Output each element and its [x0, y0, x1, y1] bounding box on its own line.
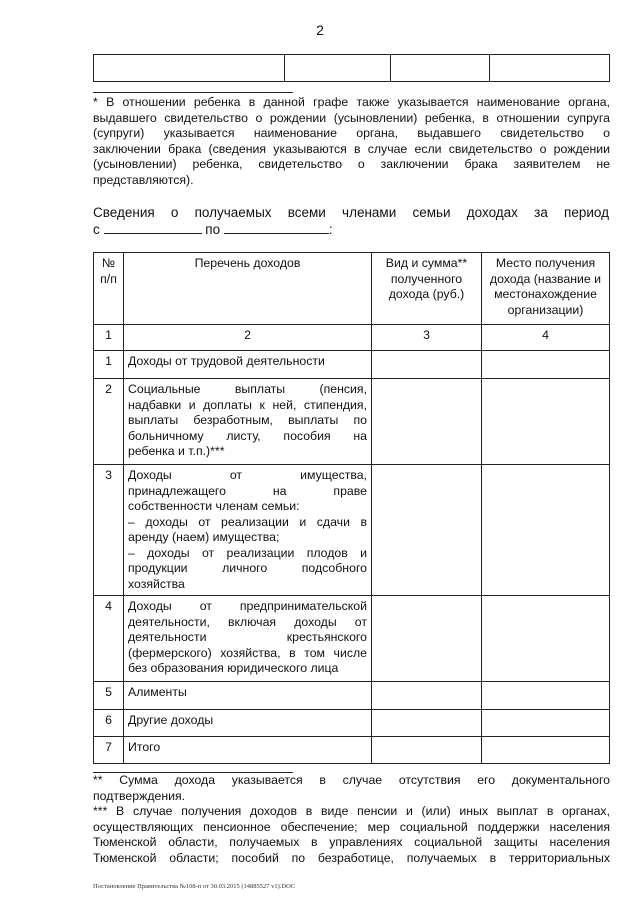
- row-label-line: выплаты безработным, выплаты по: [128, 413, 367, 427]
- place-cell[interactable]: [482, 379, 610, 465]
- footnote-2-line: ** Сумма дохода указывается в случае отсутствия его документального: [93, 773, 610, 787]
- row-num: 6: [94, 710, 124, 737]
- row-label-line: деятельности крестьянского: [128, 630, 367, 644]
- header-amount: Вид и сумма** полученного дохода (руб.): [372, 253, 482, 325]
- table-row: [94, 737, 610, 764]
- row-label-line: надбавки и доплаты к ней, стипендия,: [128, 397, 367, 412]
- row-num: 7: [94, 737, 124, 764]
- row-label: [124, 737, 372, 764]
- table-row: [94, 596, 610, 682]
- period-to-field[interactable]: [224, 221, 329, 234]
- footnote-1-line: заключении брака (сведения указываются в случае если свидетельство о рождении: [93, 141, 610, 156]
- row-label: [124, 710, 372, 737]
- place-cell[interactable]: [482, 682, 610, 710]
- col-number: 2: [124, 325, 372, 351]
- amount-cell[interactable]: [372, 379, 482, 465]
- amount-cell[interactable]: [372, 465, 482, 596]
- column-number-row: [94, 325, 610, 351]
- place-cell[interactable]: [482, 737, 610, 764]
- col-number: 4: [482, 325, 610, 351]
- amount-cell[interactable]: [372, 596, 482, 682]
- footnote-3-line: Тюменской области; пособий по безработице, получаемых в территориальных: [93, 850, 610, 865]
- row-label-line: Итого: [128, 740, 161, 754]
- row-label-line: Доходы от имущества,: [128, 468, 367, 482]
- income-table: [93, 252, 610, 764]
- period-to-label: по: [205, 222, 221, 237]
- row-label-line: аренду (наем) имущества;: [128, 530, 280, 544]
- amount-cell[interactable]: [372, 710, 482, 737]
- footnote-1-line: (усыновлении) ребенка, свидетельство о заключении брака заявителем не: [93, 157, 610, 171]
- footnote-1-line: * В отношении ребенка в данной графе также указывается наименование органа,: [93, 95, 610, 109]
- footnote-3-line: Тюменской области, получаемых в управлениях социальной защиты населения: [93, 835, 610, 849]
- place-cell[interactable]: [482, 465, 610, 596]
- table-row: [94, 710, 610, 737]
- amount-cell[interactable]: [372, 737, 482, 764]
- income-heading: Сведения о получаемых всеми членами семьи доходах за период: [93, 205, 609, 220]
- row-label-line: Социальные выплаты (пенсия,: [128, 382, 367, 396]
- footnote-1-line: (супруги) указывается наименование органа, выдавшего свидетельство о: [93, 126, 610, 140]
- table-cell: [391, 55, 490, 82]
- footnote-1: [93, 95, 610, 188]
- footnote-1-line: выдавшего свидетельство о рождении (усыновлении) ребенка, в отношении супруга: [93, 110, 610, 125]
- row-label-line: Доходы от предпринимательской: [128, 599, 367, 613]
- header-list: Перечень доходов: [124, 253, 372, 325]
- row-label-line: Доходы от трудовой деятельности: [128, 354, 325, 368]
- row-num: 5: [94, 682, 124, 710]
- row-num: 1: [94, 351, 124, 379]
- continued-table-row: [93, 54, 610, 82]
- row-label-line: больничному листу, пособия на: [128, 428, 367, 443]
- row-num: 4: [94, 596, 124, 682]
- table-cell: [94, 55, 285, 82]
- footnote-separator: [93, 92, 293, 93]
- amount-cell[interactable]: [372, 682, 482, 710]
- row-label: [124, 682, 372, 710]
- table-row: [94, 682, 610, 710]
- row-label-line: – доходы от реализации плодов и: [128, 545, 367, 560]
- row-label-line: продукции личного подсобного: [128, 561, 367, 575]
- footnote-3-line: осуществляющих пенсионное обеспечение; мер социальной поддержки населения: [93, 819, 610, 834]
- row-label-line: Другие доходы: [128, 713, 214, 727]
- row-label-line: Алименты: [128, 685, 187, 699]
- row-label-line: принадлежащего на праве: [128, 483, 367, 498]
- col-number: 1: [94, 325, 124, 351]
- footnote-3-line: *** В случае получения доходов в виде пенсии и (или) иных выплат в органах,: [93, 804, 610, 818]
- period-colon: :: [328, 222, 333, 237]
- row-label: [124, 379, 372, 465]
- footnote-2: [93, 773, 610, 804]
- row-label-line: ребенка и т.п.)***: [128, 444, 225, 458]
- table-cell: [285, 55, 391, 82]
- table-cell: [490, 55, 610, 82]
- amount-cell[interactable]: [372, 351, 482, 379]
- footnote-3: [93, 804, 610, 866]
- row-label-line: (фермерского) хозяйства, в том числе: [128, 645, 367, 660]
- header-num: № п/п: [94, 253, 124, 325]
- row-label-line: хозяйства: [128, 576, 185, 591]
- table-row: [94, 351, 610, 379]
- place-cell[interactable]: [482, 710, 610, 737]
- table-row: [94, 465, 610, 596]
- document-footer: Постановление Правительства №108-п от 30.03.2015 (14885527 v1).DOC: [93, 883, 296, 890]
- place-cell[interactable]: [482, 596, 610, 682]
- table-row: [94, 379, 610, 465]
- row-label: [124, 465, 372, 596]
- row-num: 3: [94, 465, 124, 596]
- period-from-label: с: [93, 222, 100, 237]
- footnote-1-line: представляются).: [93, 172, 194, 187]
- row-label: [124, 351, 372, 379]
- period-from-field[interactable]: [104, 221, 202, 234]
- header-place: Место получения дохода (название и местонахождение организации): [482, 253, 610, 325]
- place-cell[interactable]: [482, 351, 610, 379]
- period-line: [93, 221, 333, 238]
- page-number: 2: [316, 22, 324, 38]
- row-label: [124, 596, 372, 682]
- row-label-line: деятельности, включая доходы от: [128, 614, 367, 629]
- row-label-line: без образования юридического лица: [128, 661, 339, 675]
- table-header-row: [94, 253, 610, 325]
- col-number: 3: [372, 325, 482, 351]
- row-label-line: – доходы от реализации и сдачи в: [128, 514, 367, 529]
- row-label-line: собственности членам семьи:: [128, 499, 300, 513]
- row-num: 2: [94, 379, 124, 465]
- footnote-2-line: подтверждения.: [93, 788, 186, 803]
